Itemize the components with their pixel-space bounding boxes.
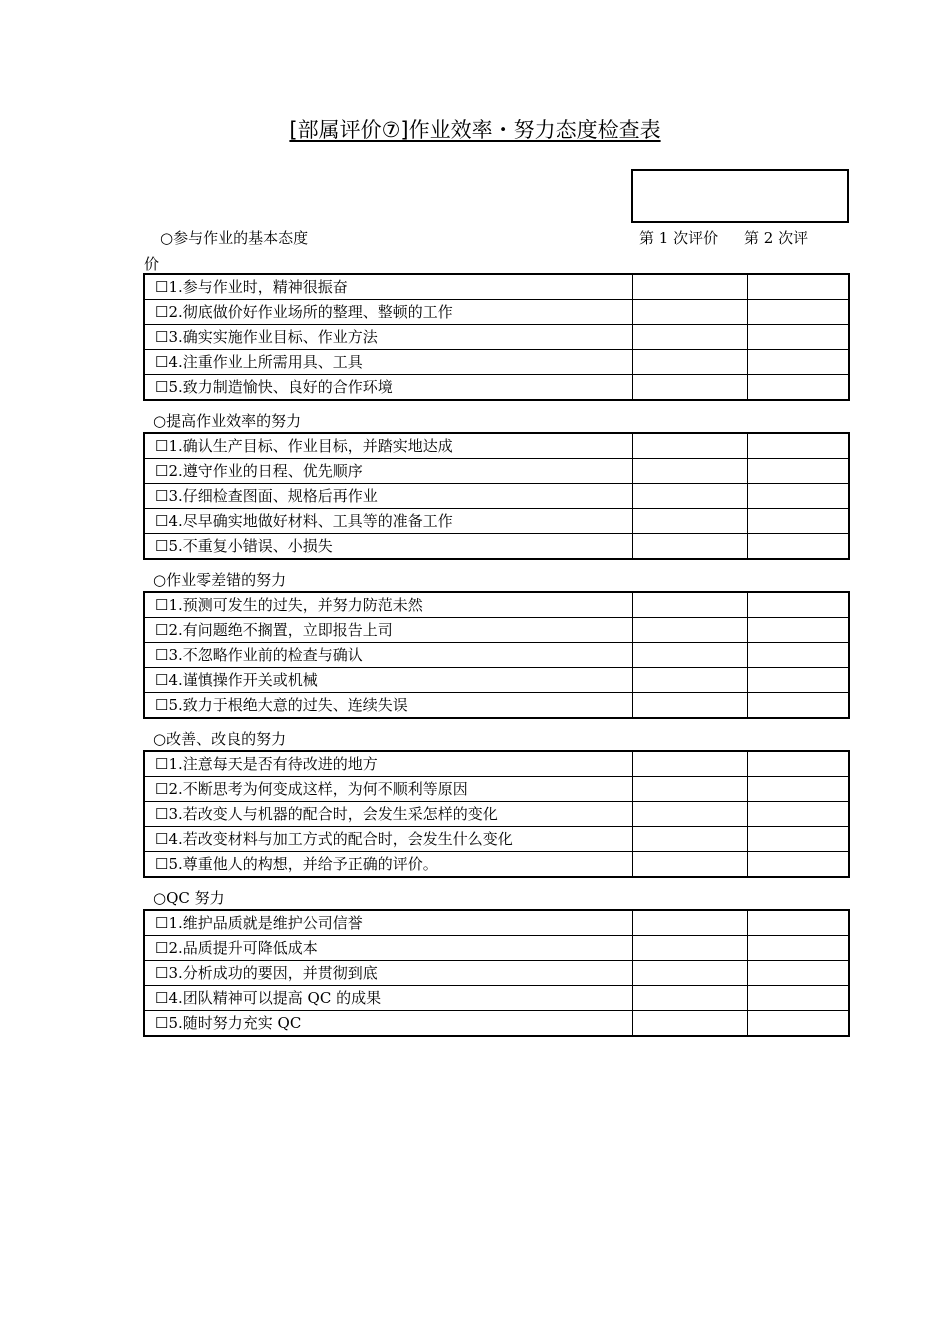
section-label-basic-attitude: ○参与作业的基本态度 — [160, 229, 309, 247]
checklist-item[interactable]: ☐1.注意每天是否有待改进的地方 — [144, 751, 632, 777]
second-evaluation-cell[interactable] — [747, 325, 849, 350]
second-evaluation-cell[interactable] — [747, 274, 849, 300]
checklist-item[interactable]: ☐1.预测可发生的过失，并努力防范未然 — [144, 592, 632, 618]
checklist-item[interactable]: ☐1.维护品质就是维护公司信誉 — [144, 910, 632, 936]
table-row — [144, 643, 849, 668]
table-row — [144, 433, 849, 459]
first-evaluation-cell[interactable] — [632, 852, 747, 878]
first-evaluation-cell[interactable] — [632, 350, 747, 375]
table-row — [144, 693, 849, 719]
first-evaluation-cell[interactable] — [632, 693, 747, 719]
first-evaluation-cell[interactable] — [632, 325, 747, 350]
second-evaluation-cell[interactable] — [747, 802, 849, 827]
section-label-efficiency: ○提高作业效率的努力 — [153, 412, 302, 430]
table-row — [144, 350, 849, 375]
table-row — [144, 484, 849, 509]
table-row — [144, 534, 849, 560]
checklist-item[interactable]: ☐1.参与作业时，精神很振奋 — [144, 274, 632, 300]
second-evaluation-cell[interactable] — [747, 300, 849, 325]
table-row — [144, 592, 849, 618]
first-evaluation-cell[interactable] — [632, 802, 747, 827]
checklist-item[interactable]: ☐3.确实实施作业目标、作业方法 — [144, 325, 632, 350]
column-header-first-evaluation: 第 1 次评价 — [639, 229, 719, 247]
checklist-item[interactable]: ☐2.不断思考为何变成这样，为何不顺利等原因 — [144, 777, 632, 802]
second-evaluation-cell[interactable] — [747, 668, 849, 693]
checklist-item[interactable]: ☐5.致力于根绝大意的过失、连续失误 — [144, 693, 632, 719]
checklist-item[interactable]: ☐1.确认生产目标、作业目标，并踏实地达成 — [144, 433, 632, 459]
second-evaluation-cell[interactable] — [747, 459, 849, 484]
checklist-item[interactable]: ☐4.谨慎操作开关或机械 — [144, 668, 632, 693]
first-evaluation-cell[interactable] — [632, 459, 747, 484]
first-evaluation-cell[interactable] — [632, 936, 747, 961]
table-row — [144, 509, 849, 534]
second-evaluation-cell[interactable] — [747, 936, 849, 961]
second-evaluation-cell[interactable] — [747, 509, 849, 534]
section-label-qc: ○QC 努力 — [153, 889, 225, 907]
second-evaluation-cell[interactable] — [747, 618, 849, 643]
checklist-item[interactable]: ☐2.遵守作业的日程、优先顺序 — [144, 459, 632, 484]
first-evaluation-cell[interactable] — [632, 986, 747, 1011]
first-evaluation-cell[interactable] — [632, 751, 747, 777]
first-evaluation-cell[interactable] — [632, 643, 747, 668]
section-label-zero-error: ○作业零差错的努力 — [153, 571, 287, 589]
checklist-item[interactable]: ☐3.仔细检查图面、规格后再作业 — [144, 484, 632, 509]
table-row — [144, 751, 849, 777]
second-evaluation-cell[interactable] — [747, 827, 849, 852]
second-evaluation-cell[interactable] — [747, 350, 849, 375]
second-evaluation-cell[interactable] — [747, 433, 849, 459]
table-row — [144, 827, 849, 852]
second-evaluation-cell[interactable] — [747, 375, 849, 401]
second-evaluation-cell[interactable] — [747, 751, 849, 777]
first-evaluation-cell[interactable] — [632, 592, 747, 618]
second-evaluation-cell[interactable] — [747, 910, 849, 936]
checklist-item[interactable]: ☐4.尽早确实地做好材料、工具等的准备工作 — [144, 509, 632, 534]
second-evaluation-cell[interactable] — [747, 693, 849, 719]
checklist-item[interactable]: ☐5.致力制造愉快、良好的合作环境 — [144, 375, 632, 401]
second-evaluation-cell[interactable] — [747, 534, 849, 560]
first-evaluation-cell[interactable] — [632, 827, 747, 852]
section-label-improvement: ○改善、改良的努力 — [153, 730, 287, 748]
checklist-item[interactable]: ☐2.品质提升可降低成本 — [144, 936, 632, 961]
first-evaluation-cell[interactable] — [632, 618, 747, 643]
table-row — [144, 986, 849, 1011]
first-evaluation-cell[interactable] — [632, 534, 747, 560]
checklist-table-qc — [143, 909, 850, 1037]
checklist-item[interactable]: ☐3.若改变人与机器的配合时，会发生采怎样的变化 — [144, 802, 632, 827]
checklist-item[interactable]: ☐2.彻底做价好作业场所的整理、整顿的工作 — [144, 300, 632, 325]
checklist-item[interactable]: ☐3.不忽略作业前的检查与确认 — [144, 643, 632, 668]
checklist-table-efficiency — [143, 432, 850, 560]
first-evaluation-cell[interactable] — [632, 484, 747, 509]
second-evaluation-cell[interactable] — [747, 484, 849, 509]
table-row — [144, 375, 849, 401]
checklist-table-basic-attitude — [143, 273, 850, 401]
first-evaluation-cell[interactable] — [632, 910, 747, 936]
table-row — [144, 802, 849, 827]
table-row — [144, 274, 849, 300]
stamp-box — [631, 169, 849, 223]
checklist-item[interactable]: ☐4.团队精神可以提高 QC 的成果 — [144, 986, 632, 1011]
second-evaluation-cell[interactable] — [747, 643, 849, 668]
second-evaluation-cell[interactable] — [747, 592, 849, 618]
table-row — [144, 852, 849, 878]
table-row — [144, 300, 849, 325]
first-evaluation-cell[interactable] — [632, 777, 747, 802]
second-evaluation-cell[interactable] — [747, 852, 849, 878]
first-evaluation-cell[interactable] — [632, 433, 747, 459]
first-evaluation-cell[interactable] — [632, 509, 747, 534]
table-row — [144, 668, 849, 693]
checklist-item[interactable]: ☐4.注重作业上所需用具、工具 — [144, 350, 632, 375]
second-evaluation-cell[interactable] — [747, 777, 849, 802]
checklist-item[interactable]: ☐2.有问题绝不搁置，立即报告上司 — [144, 618, 632, 643]
checklist-table-zero-error — [143, 591, 850, 719]
first-evaluation-cell[interactable] — [632, 961, 747, 986]
second-evaluation-cell[interactable] — [747, 961, 849, 986]
table-row — [144, 777, 849, 802]
column-header-second-evaluation: 第 2 次评 — [744, 229, 809, 247]
table-row — [144, 936, 849, 961]
table-row — [144, 618, 849, 643]
table-row — [144, 325, 849, 350]
page-title: [部属评价⑦]作业效率・努力态度检查表 — [289, 118, 661, 142]
table-row — [144, 459, 849, 484]
checklist-item[interactable]: ☐4.若改变材料与加工方式的配合时，会发生什么变化 — [144, 827, 632, 852]
checklist-item[interactable]: ☐5.不重复小错误、小损失 — [144, 534, 632, 560]
first-evaluation-cell[interactable] — [632, 668, 747, 693]
second-evaluation-cell[interactable] — [747, 1011, 849, 1037]
first-evaluation-cell[interactable] — [632, 375, 747, 401]
first-evaluation-cell[interactable] — [632, 1011, 747, 1037]
first-evaluation-cell[interactable] — [632, 274, 747, 300]
table-row — [144, 1011, 849, 1037]
checklist-item[interactable]: ☐5.随时努力充实 QC — [144, 1011, 632, 1037]
second-evaluation-cell[interactable] — [747, 986, 849, 1011]
table-row — [144, 910, 849, 936]
first-evaluation-cell[interactable] — [632, 300, 747, 325]
header-wrapped-text: 价 — [144, 255, 160, 273]
checklist-item[interactable]: ☐5.尊重他人的构想，并给予正确的评价。 — [144, 852, 632, 878]
checklist-table-improvement — [143, 750, 850, 878]
checklist-item[interactable]: ☐3.分析成功的要因，并贯彻到底 — [144, 961, 632, 986]
table-row — [144, 961, 849, 986]
